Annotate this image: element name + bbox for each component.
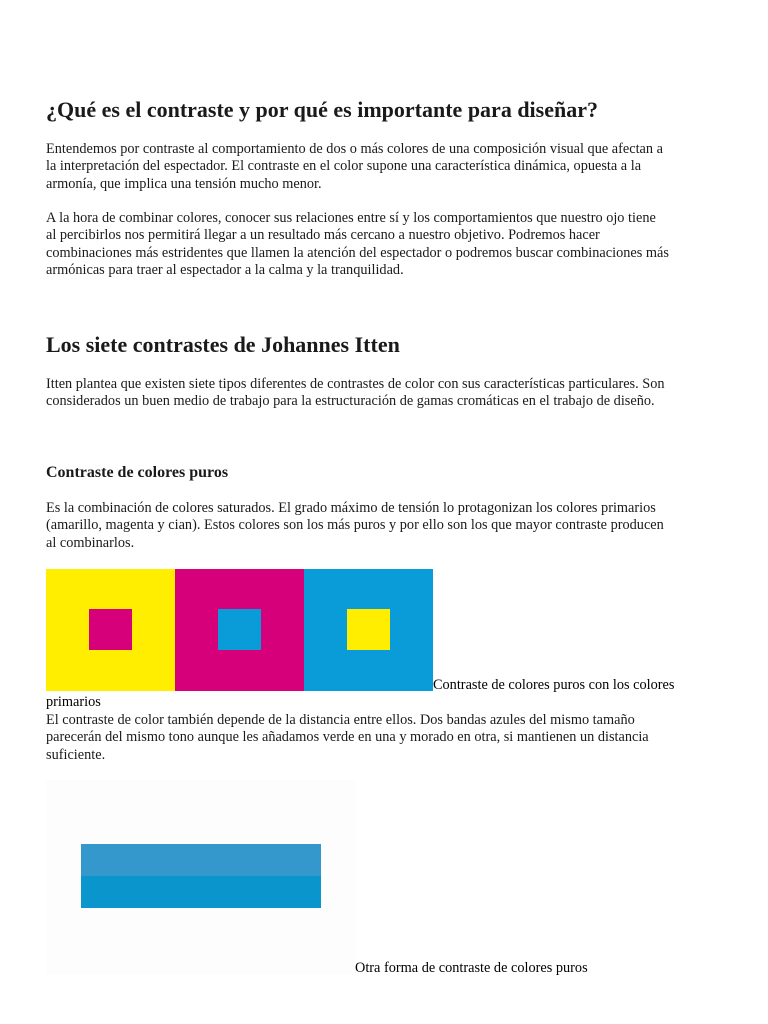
figure-caption-primary [46,677,726,711]
magenta-inner-square [89,609,132,650]
cyan-inner-square [218,609,261,650]
yellow-inner-square [347,609,390,650]
text-line: armonía, que implica una tensión mucho menor. [46,175,322,192]
subsection-title-pure-colors: Contraste de colores puros [46,464,229,481]
itten-paragraph [46,376,665,411]
primary-colors-figure [46,569,433,691]
text-line: Entendemos por contraste al comportamiento de dos o más colores de una composición visual que afectan a [46,141,663,157]
text-line: suficiente. [46,746,106,763]
magenta-swatch [175,569,304,691]
text-line: armónicas para traer al espectador a la calma y la tranquilidad. [46,261,404,278]
text-line: El contraste de color también depende de la distancia entre ellos. Dos bandas azules del mismo tamaño [46,712,635,728]
combination-paragraph [46,210,669,279]
text-line: al percibirlos nos permitirá llegar a un resultado más cercano a nuestro objetivo. Podremos hacer [46,227,600,244]
text-line: combinaciones más estridentes que llamen la atención del espectador o podremos buscar combinaciones más [46,244,669,261]
text-line: la interpretación del espectador. El contraste en el color supone una característica dinámica, opuesta a la [46,158,642,175]
cyan-swatch [304,569,433,691]
pure-colors-paragraph [46,500,664,552]
yellow-swatch [46,569,175,691]
figure-caption-bands: Otra forma de contraste de colores puros [355,960,588,976]
intro-paragraph [46,141,663,193]
text-line: al combinarlos. [46,534,135,551]
text-line: Es la combinación de colores saturados. El grado máximo de tensión lo protagonizan los colores primarios [46,500,656,516]
section-title-itten: Los siete contrastes de Johannes Itten [46,332,400,357]
top-blue-band [81,844,321,876]
text-line: parecerán del mismo tono aunque les añadamos verde en una y morado en otra, si mantienen un distancia [46,729,649,746]
caption-text: Contraste de colores puros con los colores primarios [46,677,675,710]
text-line: (amarillo, magenta y cian). Estos colores son los más puros y por ello son los que mayor contraste producen [46,517,664,534]
text-line: A la hora de combinar colores, conocer sus relaciones entre sí y los comportamientos que nuestro ojo tiene [46,210,656,226]
text-line: considerados un buen medio de trabajo para la estructuración de gamas cromáticas en el trabajo de diseño. [46,393,655,410]
blue-bands-figure [46,780,356,975]
text-line: Itten plantea que existen siete tipos diferentes de contrastes de color con sus características particulares. Son [46,376,665,392]
section-title-contrast: ¿Qué es el contraste y por qué es importante para diseñar? [46,97,598,122]
bottom-blue-band [81,876,321,908]
distance-paragraph [46,712,649,764]
